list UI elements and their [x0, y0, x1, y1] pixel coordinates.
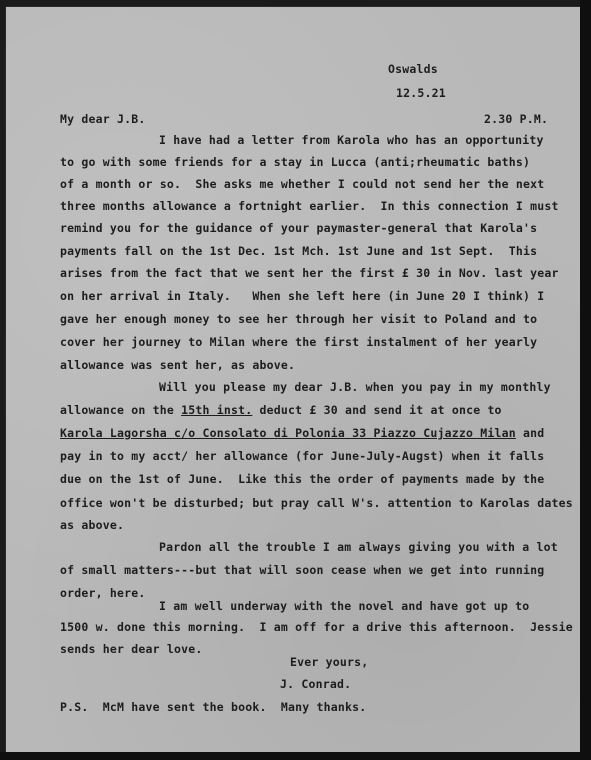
signature: J. Conrad. [280, 677, 352, 691]
p1-line: I have had a letter from Karola who has an opportunity [159, 133, 544, 147]
p1-line: to go with some friends for a stay in Lucca (anti;rheumatic baths) [60, 155, 531, 169]
p3-line: Pardon all the trouble I am always giving you with a lot [159, 540, 558, 554]
p4-line: sends her dear love. [60, 642, 203, 656]
p1-line: arises from the fact that we sent her the first £ 30 in Nov. last year [60, 266, 559, 280]
p1-line: cover her journey to Milan where the first instalment of her yearly [60, 335, 538, 349]
p1-line: three months allowance a fortnight earlier. In this connection I must [60, 199, 559, 213]
p2-line: due on the 1st of June. Like this the order of payments made by the [60, 472, 545, 486]
p2-text: deduct £ 30 and send it at once to [252, 403, 502, 417]
p1-line: allowance was sent her, as above. [60, 358, 296, 372]
p2-line: office won't be disturbed; but pray call W's. attention to Karolas dates [60, 496, 573, 510]
p4-line: 1500 w. done this morning. I am off for a drive this afternoon. Jessie [60, 620, 573, 634]
p3-line: of small matters---but that will soon cease when we get into running [60, 563, 545, 577]
postscript: P.S. McM have sent the book. Many thanks. [60, 700, 367, 714]
p2-line: Will you please my dear J.B. when you pay in my monthly [159, 380, 551, 394]
p3-line: order, here. [60, 586, 146, 600]
letter-time: 2.30 P.M. [484, 112, 549, 126]
scan-border-right [580, 0, 591, 760]
p2-line [60, 403, 502, 418]
salutation: My dear J.B. [60, 112, 146, 126]
underlined-address: Karola Lagorsha c/o Consolato di Polonia 33 Piazzo Cujazzo Milan [60, 426, 516, 440]
p1-line: on her arrival in Italy. When she left here (in June 20 I think) I [60, 289, 545, 303]
p4-line: I am well underway with the novel and have got up to [159, 599, 530, 613]
p1-line: of a month or so. She asks me whether I could not send her the next [60, 177, 545, 191]
p1-line: payments fall on the 1st Dec. 1st Mch. 1st June and 1st Sept. This [60, 244, 538, 258]
scan-border-bottom [0, 752, 591, 760]
closing: Ever yours, [290, 655, 369, 669]
letter-place: Oswalds [388, 62, 438, 76]
p1-line: gave her enough money to see her through her visit to Poland and to [60, 312, 538, 326]
p1-line: remind you for the guidance of your paymaster-general that Karola's [60, 221, 538, 235]
underlined-date: 15th inst. [181, 403, 253, 417]
p2-line: pay in to my acct/ her allowance (for June-July-Augst) when it falls [60, 449, 545, 463]
p2-text: and [515, 426, 545, 440]
p2-line [60, 426, 544, 441]
letter-date: 12.5.21 [396, 86, 446, 100]
p2-text: allowance on the [60, 403, 182, 417]
p2-line: as above. [60, 518, 125, 532]
